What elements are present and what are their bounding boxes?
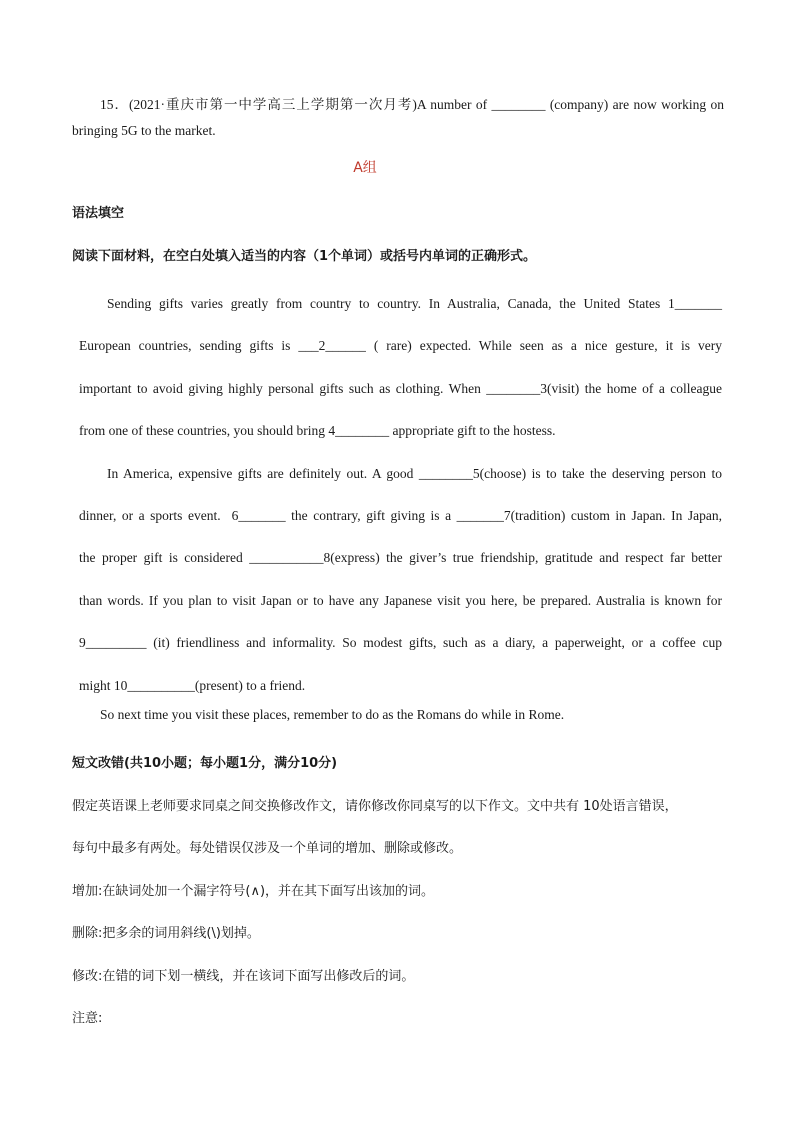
passage-line-text: than words. If you plan to visit Japan or to have any Japanese visit you here, be prepared. Australia is known for <box>79 592 722 608</box>
passage-line-text: European countries, sending gifts is ___2______ ( rare) expected. While seen as a nice gesture, it is very <box>79 338 722 354</box>
rule-add: 增加:在缺词处加一个漏字符号(∧)，并在其下面写出该加的词。 <box>72 884 435 899</box>
passage-line-text: 9_________ (it) friendliness and informality. So modest gifts, such as a diary, a paperweight, or a coffee cup <box>79 635 722 651</box>
passage-line-text: dinner, or a sports event. 6_______ the contrary, gift giving is a _______7(tradition) custom in Japan. In Japan, <box>79 507 722 523</box>
rule-modify: 修改:在错的词下划一横线，并在该词下面写出修改后的词。 <box>72 969 415 984</box>
passage-line-text: the proper gift is considered ___________8(express) the giver’s true friendship, gratitude and respect far better <box>79 550 722 566</box>
rule-delete: 删除:把多余的词用斜线(\)划掉。 <box>72 926 260 941</box>
passage-line-text: from one of these countries, you should bring 4________ appropriate gift to the hostess. <box>79 423 556 439</box>
passage-line <box>79 495 722 537</box>
passage-line <box>79 665 722 707</box>
passage-closing: So next time you visit these places, remember to do as the Romans do while in Rome. <box>100 707 565 722</box>
passage-line <box>79 368 722 410</box>
error-correction-intro-line-1: 假定英语课上老师要求同桌之间交换修改作文，请你修改你同桌写的以下作文。文中共有 10处语言错误， <box>72 799 678 814</box>
passage-line-text: might 10__________(present) to a friend. <box>79 677 306 693</box>
section-title-error-correction: 短文改错(共10小题；每小题1分，满分10分) <box>72 756 338 771</box>
passage-line <box>79 325 722 367</box>
error-correction-intro-line-2: 每句中最多有两处。每处错误仅涉及一个单词的增加、删除或修改。 <box>72 841 463 856</box>
note-label: 注意: <box>72 1011 103 1026</box>
passage-line-text: Sending gifts varies greatly from country to country. In Australia, Canada, the United States 1_______ <box>107 296 722 311</box>
group-title: A组 <box>353 160 377 176</box>
passage-line-text: important to avoid giving highly personal gifts such as clothing. When ________3(visit) the home of a colleague <box>79 380 722 396</box>
passage <box>79 283 722 707</box>
passage-line-text: In America, expensive gifts are definitely out. A good ________5(choose) is to take the deserving person to <box>107 465 722 481</box>
passage-line <box>79 410 722 452</box>
passage-line <box>79 537 722 579</box>
passage-line <box>79 453 722 495</box>
passage-line <box>79 283 722 325</box>
question-15: 15．(2021·重庆市第一中学高三上学期第一次月考)A number of ________ (company) are now working on bringing 5G to the market. <box>72 97 724 138</box>
section-title-grammar-fill: 语法填空 <box>72 206 125 221</box>
section-instruction: 阅读下面材料，在空白处填入适当的内容（1个单词）或括号内单词的正确形式。 <box>72 249 537 264</box>
passage-line <box>79 580 722 622</box>
passage-line <box>79 622 722 664</box>
